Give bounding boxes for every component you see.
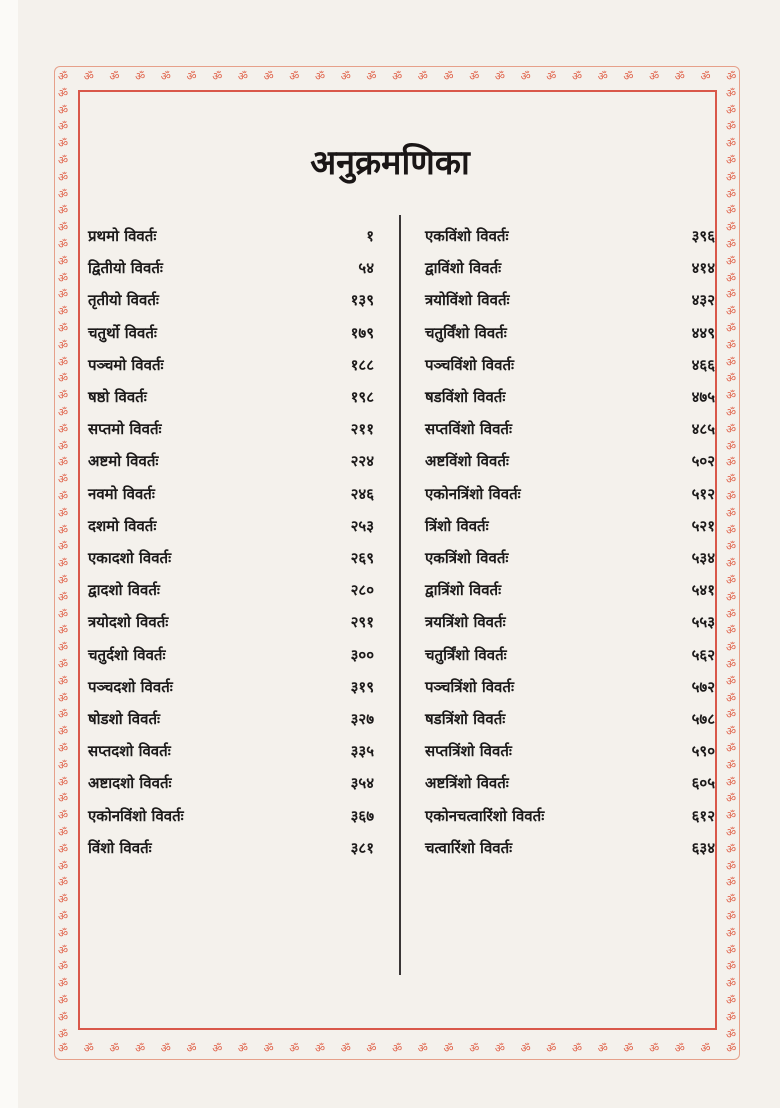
toc-entry: [88, 834, 374, 862]
toc-entry: [88, 319, 374, 347]
om-glyph: ॐ: [58, 406, 69, 419]
om-glyph: ॐ: [366, 1042, 377, 1055]
chapter-title: चतुर्विंशो विवर्तः: [425, 323, 507, 342]
om-glyph: ॐ: [726, 154, 737, 167]
page-number: २४६: [350, 484, 374, 503]
chapter-title: षडत्रिंशो विवर्तः: [425, 710, 506, 728]
toc-entry: [425, 834, 715, 862]
om-glyph: ॐ: [340, 1042, 351, 1055]
om-glyph: ॐ: [597, 70, 608, 83]
toc-entry: [88, 673, 374, 701]
om-glyph: ॐ: [700, 1042, 711, 1055]
om-glyph: ॐ: [58, 910, 69, 923]
om-glyph: ॐ: [315, 70, 326, 83]
chapter-title: चत्वारिंशो विवर्तः: [425, 838, 513, 857]
om-glyph: ॐ: [520, 1042, 531, 1055]
om-glyph: ॐ: [58, 288, 69, 302]
page-number: ३६७: [350, 806, 374, 825]
page-number: ३२७: [350, 710, 374, 728]
toc-entry: [425, 769, 715, 797]
om-glyph: ॐ: [58, 742, 69, 755]
om-glyph: ॐ: [726, 708, 737, 722]
om-glyph: ॐ: [726, 221, 737, 235]
toc-entry: [88, 480, 374, 508]
page-number: ४६६: [691, 355, 715, 374]
chapter-title: चतुर्दशो विवर्तः: [88, 645, 166, 664]
chapter-title: अष्टविंशो विवर्तः: [425, 452, 509, 471]
toc-entry: [88, 544, 374, 572]
page-number: १७९: [350, 323, 374, 342]
chapter-title: षोडशो विवर्तः: [88, 710, 161, 728]
toc-entry: [425, 222, 715, 250]
chapter-title: द्वाविंशो विवर्तः: [425, 259, 502, 278]
page-number: ६१२: [691, 806, 715, 825]
om-glyph: ॐ: [726, 574, 737, 587]
om-glyph: ॐ: [726, 506, 737, 520]
om-glyph: ॐ: [726, 406, 737, 419]
om-glyph: ॐ: [58, 893, 69, 907]
om-glyph: ॐ: [366, 70, 377, 83]
om-glyph: ॐ: [135, 1042, 146, 1055]
toc-entry: [425, 802, 715, 830]
om-glyph: ॐ: [58, 154, 69, 167]
om-glyph: ॐ: [726, 456, 737, 470]
om-glyph: ॐ: [520, 70, 531, 83]
page-number: २५३: [350, 516, 374, 535]
toc-entry: [88, 576, 374, 604]
om-glyph: ॐ: [443, 70, 454, 83]
toc-entry: [88, 705, 374, 733]
om-glyph: ॐ: [674, 70, 685, 83]
toc-entry: [425, 512, 715, 540]
om-glyph: ॐ: [726, 960, 737, 974]
om-glyph: ॐ: [58, 120, 69, 134]
page-number: ४४९: [691, 323, 715, 342]
chapter-title: पञ्चत्रिंशो विवर्तः: [425, 677, 514, 696]
chapter-title: एकोनविंशो विवर्तः: [88, 806, 184, 825]
om-glyph: ॐ: [263, 70, 274, 83]
om-glyph: ॐ: [58, 422, 69, 436]
toc-entry: [88, 737, 374, 765]
om-glyph: ॐ: [417, 1042, 428, 1055]
om-glyph: ॐ: [58, 960, 69, 974]
chapter-title: दशमो विवर्तः: [88, 516, 157, 535]
toc-entry: [88, 351, 374, 379]
om-glyph: ॐ: [726, 1042, 737, 1055]
om-glyph: ॐ: [58, 456, 69, 470]
page-number: १३९: [350, 291, 374, 310]
om-glyph: ॐ: [58, 103, 69, 117]
om-glyph: ॐ: [726, 624, 737, 638]
toc-entry: [425, 544, 715, 572]
toc-entry: [425, 737, 715, 765]
om-glyph: ॐ: [494, 70, 505, 83]
toc-entry: [88, 641, 374, 669]
om-glyph: ॐ: [726, 809, 737, 823]
toc-entry: [88, 512, 374, 540]
page-number: ३३५: [350, 742, 374, 761]
om-glyph: ॐ: [623, 1042, 634, 1055]
page-number: ४१४: [691, 259, 715, 278]
om-glyph: ॐ: [726, 943, 737, 957]
om-glyph: ॐ: [58, 876, 69, 890]
page-number: ५४१: [691, 581, 715, 600]
om-glyph: ॐ: [443, 1042, 454, 1055]
om-glyph: ॐ: [58, 691, 69, 705]
om-glyph: ॐ: [726, 557, 737, 571]
chapter-title: पञ्चविंशो विवर्तः: [425, 355, 515, 374]
om-glyph: ॐ: [58, 305, 69, 319]
page-number: ५३४: [691, 549, 715, 567]
page-number: ५१२: [691, 484, 715, 503]
om-glyph: ॐ: [58, 1042, 69, 1055]
om-glyph: ॐ: [58, 490, 69, 503]
om-glyph: ॐ: [212, 1042, 223, 1055]
om-glyph: ॐ: [726, 826, 737, 839]
om-glyph: ॐ: [726, 590, 737, 604]
chapter-title: द्वितीयो विवर्तः: [88, 259, 163, 278]
page-title: अनुक्रमणिका: [310, 143, 470, 183]
toc-entry: [425, 351, 715, 379]
toc-entry: [425, 576, 715, 604]
om-glyph: ॐ: [58, 389, 69, 403]
om-glyph: ॐ: [726, 204, 737, 218]
om-glyph: ॐ: [58, 758, 69, 772]
om-glyph: ॐ: [58, 439, 69, 453]
om-glyph: ॐ: [237, 1042, 248, 1055]
chapter-title: षष्ठो विवर्तः: [88, 388, 147, 406]
om-glyph: ॐ: [726, 910, 737, 923]
om-glyph: ॐ: [572, 1042, 583, 1055]
om-glyph: ॐ: [58, 775, 69, 789]
om-glyph: ॐ: [58, 977, 69, 991]
chapter-title: सप्तत्रिंशो विवर्तः: [425, 742, 512, 761]
chapter-title: एकोनचत्वारिंशो विवर्तः: [425, 806, 545, 825]
om-glyph: ॐ: [726, 137, 737, 151]
toc-entry: [88, 286, 374, 314]
chapter-title: एकोनत्रिंशो विवर्तः: [425, 484, 521, 503]
page-number: १९८: [350, 388, 374, 406]
om-glyph: ॐ: [726, 170, 737, 184]
om-glyph: ॐ: [58, 725, 69, 739]
om-glyph: ॐ: [726, 288, 737, 302]
page-number: ५७८: [691, 710, 715, 728]
chapter-title: द्वादशो विवर्तः: [88, 581, 160, 600]
om-glyph: ॐ: [289, 70, 300, 83]
toc-entry: [425, 641, 715, 669]
om-glyph: ॐ: [135, 70, 146, 83]
chapter-title: त्रयत्रिंशो विवर्तः: [425, 613, 506, 632]
chapter-title: नवमो विवर्तः: [88, 484, 155, 503]
page-number: ६०५: [691, 774, 715, 793]
om-glyph: ॐ: [160, 70, 171, 83]
toc-entry: [88, 254, 374, 282]
om-glyph: ॐ: [726, 977, 737, 991]
om-glyph: ॐ: [58, 540, 69, 554]
chapter-title: त्रिंशो विवर्तः: [425, 516, 489, 535]
om-glyph: ॐ: [726, 658, 737, 671]
om-glyph: ॐ: [58, 238, 69, 251]
om-glyph: ॐ: [726, 1010, 737, 1024]
chapter-title: चतुर्त्रिंशो विवर्तः: [425, 645, 507, 664]
page-number: ३५४: [350, 774, 374, 793]
om-glyph: ॐ: [726, 372, 737, 386]
om-glyph: ॐ: [237, 70, 248, 83]
om-glyph: ॐ: [597, 1042, 608, 1055]
om-glyph: ॐ: [726, 859, 737, 873]
om-glyph: ॐ: [726, 540, 737, 554]
om-glyph: ॐ: [726, 674, 737, 688]
om-glyph: ॐ: [546, 1042, 557, 1055]
om-glyph: ॐ: [58, 994, 69, 1007]
om-glyph: ॐ: [58, 338, 69, 352]
page-number: १८८: [350, 355, 374, 374]
om-glyph: ॐ: [726, 523, 737, 537]
om-glyph: ॐ: [726, 103, 737, 117]
toc-entry: [425, 608, 715, 636]
om-glyph: ॐ: [58, 557, 69, 571]
om-glyph: ॐ: [58, 254, 69, 268]
om-glyph: ॐ: [546, 70, 557, 83]
om-glyph: ॐ: [726, 792, 737, 806]
om-glyph: ॐ: [58, 204, 69, 218]
om-glyph: ॐ: [58, 86, 69, 100]
om-glyph: ॐ: [58, 221, 69, 235]
om-glyph: ॐ: [186, 1042, 197, 1055]
chapter-title: त्रयोदशो विवर्तः: [88, 613, 169, 632]
om-glyph: ॐ: [726, 422, 737, 436]
om-glyph: ॐ: [726, 893, 737, 907]
om-glyph: ॐ: [58, 372, 69, 386]
page-number: ६३४: [691, 838, 715, 857]
om-glyph: ॐ: [58, 826, 69, 839]
om-glyph: ॐ: [58, 607, 69, 621]
om-glyph: ॐ: [58, 271, 69, 285]
om-glyph: ॐ: [392, 70, 403, 83]
page-number: ३९६: [691, 227, 715, 245]
om-glyph: ॐ: [726, 725, 737, 739]
om-glyph: ॐ: [726, 758, 737, 772]
om-glyph: ॐ: [726, 691, 737, 705]
om-glyph: ॐ: [623, 70, 634, 83]
om-glyph: ॐ: [726, 86, 737, 100]
page-number: १: [366, 227, 374, 245]
om-glyph: ॐ: [726, 439, 737, 453]
toc-entry: [88, 415, 374, 443]
om-glyph: ॐ: [726, 1027, 737, 1041]
om-glyph: ॐ: [726, 355, 737, 369]
om-glyph: ॐ: [726, 742, 737, 755]
om-glyph: ॐ: [726, 473, 737, 487]
om-glyph: ॐ: [726, 305, 737, 319]
toc-entry: [425, 705, 715, 733]
om-glyph: ॐ: [58, 70, 69, 83]
om-glyph: ॐ: [726, 271, 737, 285]
chapter-title: अष्टत्रिंशो विवर्तः: [425, 774, 509, 793]
page-number: ४८५: [691, 420, 715, 439]
om-glyph: ॐ: [726, 641, 737, 655]
chapter-title: पञ्चदशो विवर्तः: [88, 677, 173, 696]
om-glyph: ॐ: [469, 1042, 480, 1055]
om-glyph: ॐ: [726, 842, 737, 856]
om-glyph: ॐ: [726, 490, 737, 503]
chapter-title: विंशो विवर्तः: [88, 838, 152, 857]
chapter-title: एकत्रिंशो विवर्तः: [425, 549, 509, 567]
om-glyph: ॐ: [726, 389, 737, 403]
toc-entry: [425, 383, 715, 411]
om-glyph: ॐ: [315, 1042, 326, 1055]
chapter-title: सप्तविंशो विवर्तः: [425, 420, 512, 439]
om-glyph: ॐ: [340, 70, 351, 83]
om-glyph: ॐ: [109, 1042, 120, 1055]
om-glyph: ॐ: [263, 1042, 274, 1055]
column-divider: [399, 215, 401, 975]
page-number: ५७२: [691, 677, 715, 696]
om-glyph: ॐ: [58, 674, 69, 688]
chapter-title: प्रथमो विवर्तः: [88, 227, 157, 245]
om-glyph: ॐ: [58, 574, 69, 587]
om-glyph: ॐ: [58, 641, 69, 655]
toc-entry: [88, 769, 374, 797]
om-glyph: ॐ: [186, 70, 197, 83]
page-number: ३१९: [350, 677, 374, 696]
om-glyph: ॐ: [726, 775, 737, 789]
om-glyph: ॐ: [674, 1042, 685, 1055]
toc-entry: [88, 222, 374, 250]
om-glyph: ॐ: [58, 658, 69, 671]
toc-entry: [88, 802, 374, 830]
om-glyph: ॐ: [494, 1042, 505, 1055]
om-glyph: ॐ: [83, 1042, 94, 1055]
toc-entry: [425, 447, 715, 475]
chapter-title: द्वात्रिंशो विवर्तः: [425, 581, 502, 600]
om-glyph: ॐ: [649, 1042, 660, 1055]
om-glyph: ॐ: [58, 1027, 69, 1041]
chapter-title: चतुर्थो विवर्तः: [88, 323, 157, 342]
page-number: ५०२: [691, 452, 715, 471]
page-number: ५२१: [691, 516, 715, 535]
om-glyph: ॐ: [392, 1042, 403, 1055]
om-glyph: ॐ: [58, 590, 69, 604]
toc-entry: [425, 480, 715, 508]
om-glyph: ॐ: [58, 624, 69, 638]
page-number: २८०: [350, 581, 374, 600]
om-glyph: ॐ: [726, 238, 737, 251]
om-glyph: ॐ: [160, 1042, 171, 1055]
om-glyph: ॐ: [726, 322, 737, 335]
om-glyph: ॐ: [58, 809, 69, 823]
om-glyph: ॐ: [469, 70, 480, 83]
om-glyph: ॐ: [58, 842, 69, 856]
om-glyph: ॐ: [58, 523, 69, 537]
om-glyph: ॐ: [726, 187, 737, 201]
toc-entry: [88, 383, 374, 411]
page-number: ५६२: [691, 645, 715, 664]
page-number: ३००: [350, 645, 374, 664]
toc-entry: [88, 608, 374, 636]
om-glyph: ॐ: [289, 1042, 300, 1055]
om-glyph: ॐ: [572, 70, 583, 83]
om-glyph: ॐ: [58, 1010, 69, 1024]
om-glyph: ॐ: [726, 607, 737, 621]
om-glyph: ॐ: [58, 187, 69, 201]
page-number: ५४: [358, 259, 374, 278]
toc-entry: [425, 319, 715, 347]
om-glyph: ॐ: [417, 70, 428, 83]
om-glyph: ॐ: [212, 70, 223, 83]
om-glyph: ॐ: [726, 70, 737, 83]
page-number: ३८१: [350, 838, 374, 857]
chapter-title: तृतीयो विवर्तः: [88, 291, 159, 310]
om-glyph: ॐ: [58, 792, 69, 806]
om-glyph: ॐ: [726, 994, 737, 1007]
chapter-title: एकविंशो विवर्तः: [425, 227, 509, 245]
om-glyph: ॐ: [649, 70, 660, 83]
page-number: २६९: [350, 549, 374, 567]
om-glyph: ॐ: [726, 120, 737, 134]
om-glyph: ॐ: [58, 506, 69, 520]
om-glyph: ॐ: [58, 943, 69, 957]
om-glyph: ॐ: [58, 708, 69, 722]
chapter-title: अष्टादशो विवर्तः: [88, 774, 172, 793]
om-glyph: ॐ: [83, 70, 94, 83]
page-number: ४७५: [691, 388, 715, 406]
page-number: ५९०: [691, 742, 715, 761]
om-glyph: ॐ: [726, 254, 737, 268]
page-number: ४३२: [691, 291, 715, 310]
om-glyph: ॐ: [58, 322, 69, 335]
page-number: ५५३: [691, 613, 715, 632]
chapter-title: सप्तदशो विवर्तः: [88, 742, 171, 761]
om-glyph: ॐ: [58, 170, 69, 184]
chapter-title: षडविंशो विवर्तः: [425, 388, 506, 406]
chapter-title: अष्टमो विवर्तः: [88, 452, 159, 471]
page-number: २११: [350, 420, 374, 439]
page-number: २२४: [350, 452, 374, 471]
chapter-title: पञ्चमो विवर्तः: [88, 355, 164, 374]
om-glyph: ॐ: [58, 859, 69, 873]
om-glyph: ॐ: [109, 70, 120, 83]
chapter-title: त्रयोविंशो विवर्तः: [425, 291, 510, 310]
page-number: २९१: [350, 613, 374, 632]
chapter-title: एकादशो विवर्तः: [88, 549, 172, 567]
om-glyph: ॐ: [58, 137, 69, 151]
toc-entry: [425, 673, 715, 701]
chapter-title: सप्तमो विवर्तः: [88, 420, 162, 439]
om-glyph: ॐ: [58, 926, 69, 940]
om-glyph: ॐ: [700, 70, 711, 83]
toc-entry: [425, 254, 715, 282]
toc-entry: [425, 415, 715, 443]
om-glyph: ॐ: [58, 473, 69, 487]
om-glyph: ॐ: [726, 338, 737, 352]
toc-entry: [88, 447, 374, 475]
om-glyph: ॐ: [726, 876, 737, 890]
om-glyph: ॐ: [58, 355, 69, 369]
om-glyph: ॐ: [726, 926, 737, 940]
toc-entry: [425, 286, 715, 314]
